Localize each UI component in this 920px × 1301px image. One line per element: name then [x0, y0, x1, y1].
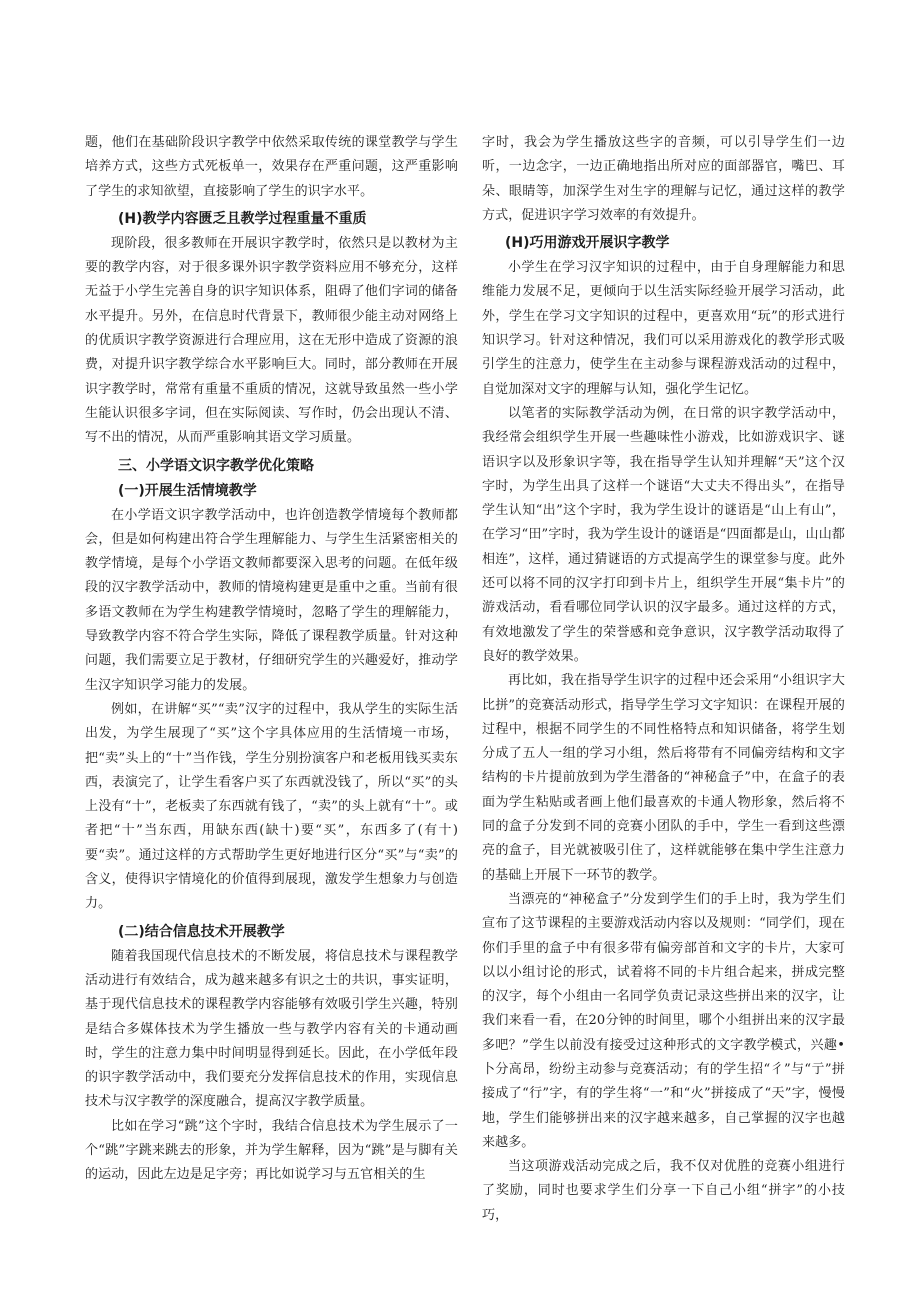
left-paragraph-2: 现阶段，很多教师在开展识字教学时，依然只是以教材为主要的教学内容，对于很多课外识字教学资料应用不够充分，这样无益于小学生完善自身的识字知识体系，阻碍了他们字词的储备水平提升。另外，在信息时代背景下，教师很少能主动对网络上的优质识字教学资源进行合理应用，这在无形中造成了资源的浪费，对提升识字教学综合水平影响巨大。同时，部分教师在开展识字教学时，常常有重量不重质的情况，这就导致虽然一些小学生能认识很多字词，但在实际阅读、写作时，仍会出现认不清、写不出的情况，从而严重影响其语文学习质量。	[85, 235, 458, 446]
section-heading-content-shortage: (H)教学内容匮乏且教学过程重量不重质	[118, 210, 367, 227]
chapter-heading-optimization-strategy: 三、小学语文识字教学优化策略	[118, 457, 314, 474]
section-heading-life-situation: (一)开展生活情境教学	[118, 482, 257, 499]
section-heading-information-technology: (二)结合信息技术开展教学	[118, 923, 285, 940]
right-paragraph-5: 当漂亮的“神秘盒子”分发到学生们的手上时，我为学生们宣布了这节课程的主要游戏活动内容以及规则：“同学们，现在你们手里的盒子中有很多带有偏旁部首和文字的卡片，大家可以以小组讨论的形式，试着将不同的卡片组合起来，拼成完整的汉字，每个小组由一名同学负责记录这些拼出来的汉字，让我们来看一看，在20分钟的时间里，哪个小组拼出来的汉字最多吧？”学生以前没有接受过这种形式的文字教学模式，兴趣•卜分高昂，纷纷主动参与竞赛活动；有的学生招“彳”与“亍”拼接成了“行”字，有的学生将“一”和“火”拼接成了“天”字，慢慢地，学生们能够拼出来的汉字越来越多，自己掌握的汉字也越来越多。	[482, 891, 845, 1150]
right-paragraph-4: 再比如，我在指导学生识字的过程中还会采用“小组识字大比拼”的竞赛活动形式，指导学生学习文字知识：在课程开展的过程中，根据不同学生的不同性格特点和知识储备，将学生划分成了五人一组的学习小组，然后将带有不同偏旁结构和文字结构的卡片提前放到为学生潜备的“神秘盒子”中，在盒子的表面为学生粘贴或者画上他们最喜欢的卡通人物形象，然后将不同的盒子分发到不同的竞赛小团队的手中，学生一看到这些漂亮的盒子，目光就被吸引住了，这样就能够在集中学生注意力的基础上开展下一环节的教学。	[482, 673, 845, 883]
left-paragraph-5: 随着我国现代信息技术的不断发展，将信息技术与课程教学活动进行有效结合，成为越来越多有识之士的共识，事实证明，基于现代信息技术的课程教学内容能够有效吸引学生兴趣，特别是结合多媒体技术为学生播放一些与教学内容有关的卡通动画时，学生的注意力集中时间明显得到延长。因此，在小学低年段的识字教学活动中，我们要充分发挥信息技术的作用，实现信息技术与汉字教学的深度融合，提高汉字教学质量。	[85, 948, 458, 1110]
right-paragraph-3: 以笔者的实际教学活动为例，在日常的识字教学活动中，我经常会组织学生开展一些趣味性小游戏，比如游戏识字、谜语识字以及形象识字等，我在指导学生认知并理解“天”这个汉字时，为学生出具了这样一个谜语“大丈夫不得出头”，在指导学生认知“出”这个字时，我为学生设计的谜语是“山上有山”，在学习“田”字时，我为学生设计的谜语是“四面都是山，山山都相连”，这样，通过猜谜语的方式提高学生的课堂参与度。此外还可以将不同的汉字打印到卡片上，组织学生开展“集卡片”的游戏活动，看看哪位同学认识的汉字最多。通过这样的方式，有效地激发了学生的荣誉感和竞争意识，汉字教学活动取得了良好的教学效果。	[482, 405, 845, 664]
right-paragraph-1: 字时，我会为学生播放这些字的音频，可以引导学生们一边听，一边念字，一边正确地指出所对应的面部器官，嘴巴、耳朵、眼睛等，加深学生对生字的理解与记忆，通过这样的教学方式，促进识字学习效率的有效提升。	[482, 135, 845, 223]
left-paragraph-4: 例如，在讲解“买”“卖”汉字的过程中，我从学生的实际生活出发，为学生展现了“买”这个字具体应用的生活情境一市场，把“卖”头上的“十”当作钱，学生分别扮演客户和老板用钱买卖东西，表演完了，让学生看客户买了东西就没钱了，所以“买”的头上没有“十”，老板卖了东西就有钱了，“卖”的头上就有“十”。或者把“十”当东西，用缺东西(缺十)要“买”，东西多了(有十)要“卖”。通过这样的方式帮助学生更好地进行区分“买”与“卖”的含义，使得识字情境化的价值得到展现，激发学生想象力与创造力。	[85, 701, 458, 912]
section-heading-games: (H)巧用游戏开展识字教学	[505, 235, 670, 252]
left-paragraph-3: 在小学语文识字教学活动中，也许创造教学情境每个教师都会，但是如何构建出符合学生理解能力、与学生生活紧密相关的教学情境，是每个小学语文教师都要深入思考的问题。在低年级段的汉字教学活动中，教师的情境构建更是重中之重。当前有很多语文教师在为学生构建教学情境时，忽略了学生的理解能力，导致教学内容不符合学生实际，降低了课程教学质量。针对这种问题，我们需要立足于教材，仔细研究学生的兴趣爱好，推动学生汉字知识学习能力的发展。	[85, 507, 458, 693]
right-column	[482, 131, 845, 1228]
right-paragraph-2: 小学生在学习汉字知识的过程中，由于自身理解能力和思维能力发展不足，更倾向于以生活实际经验开展学习活动，此外，学生在学习文字知识的过程中，更喜欢用“玩”的形式进行知识学习。针对这种情况，我们可以采用游戏化的教学形式吸引学生的注意力，使学生在主动参与课程游戏活动的过程中，自觉加深对文字的理解与认知，强化学生记忆。	[482, 260, 845, 397]
right-paragraph-6: 当这项游戏活动完成之后，我不仅对优胜的竞赛小组进行了奖励，同时也要求学生们分享一下自己小组“拼字”的小技巧，	[482, 1159, 845, 1223]
left-paragraph-6: 比如在学习“跳”这个字时，我结合信息技术为学生展示了一个“跳”字跳来跳去的形象，并为学生解释，因为“跳”是与脚有关的运动，因此左边是足字旁；再比如说学习与五官相关的生	[85, 1118, 458, 1183]
left-column	[85, 131, 458, 1188]
left-paragraph-1: 题，他们在基础阶段识字教学中依然采取传统的课堂教学与学生培养方式，这些方式死板单一，效果存在严重问题，这严重影响了学生的求知欲望，直接影响了学生的识字水平。	[85, 135, 458, 199]
